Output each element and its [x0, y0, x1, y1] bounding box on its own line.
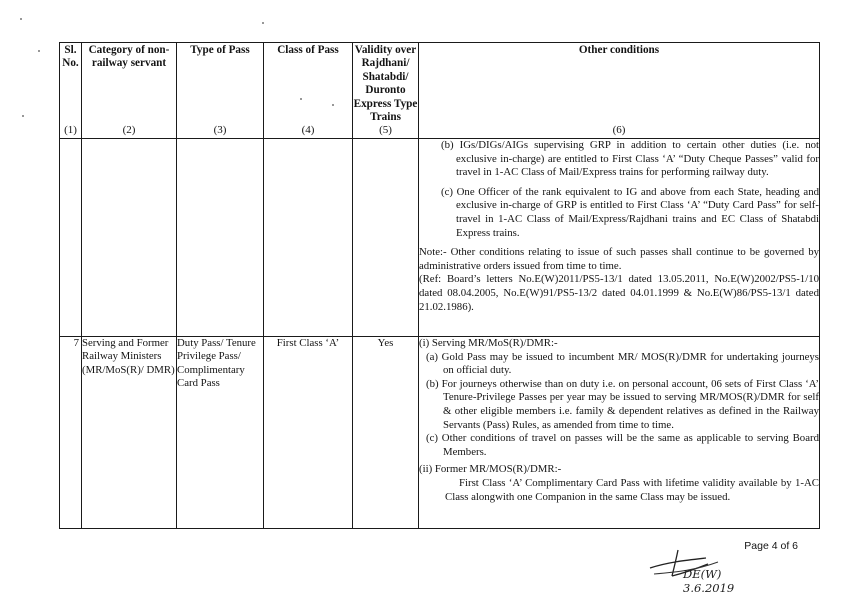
- col-number-3: (3): [213, 123, 227, 136]
- serving-item-a: (a) Gold Pass may be issued to incumbent MR/ MOS(R)/DMR for undertaking journeys on official duty.: [426, 350, 819, 377]
- col-number-4: (4): [301, 123, 315, 136]
- condition-item-c: (c) One Officer of the rank equivalent to IG and above from each State, heading and exclusive in-charge of GRP is entitled to First Class ‘A’ “Duty Card Pass” for self-travel in 1-AC Class of Mail/Express/Rajdhani trains and EC Class of Shatabdi Express trains.: [441, 185, 819, 239]
- col-number-2: (2): [122, 123, 136, 136]
- signature-text: DE(W): [683, 567, 722, 581]
- header-type-of-pass: Type of Pass (3): [177, 43, 264, 139]
- row7-other-conditions: [419, 337, 820, 529]
- scan-speck: [22, 115, 24, 117]
- header-validity: Validity over Rajdhani/ Shatabdi/ Duronto Express Type Trains (5): [353, 43, 419, 139]
- serving-item-b: (b) For journeys otherwise than on duty i.e. on personal account, 06 sets of First Class ‘A’ Tenure-Privilege Passes per year may be issued to serving MR/MOS(R)/DMR for self & other eligible members i.e. family & dependent relatives as defined in the Railway Servants (Pass) Rules, as amended from time to time.: [426, 377, 819, 431]
- col-number-6: (6): [612, 123, 626, 136]
- scan-speck: [300, 98, 302, 100]
- header-other-conditions: Other conditions (6): [419, 43, 820, 139]
- pass-conditions-table: [59, 42, 820, 529]
- row7-category: Serving and Former Railway Ministers (MR/MoS(R)/ DMR): [82, 337, 177, 529]
- header-sl-no: Sl. No. (1): [60, 43, 82, 139]
- reference-text: (Ref: Board’s letters No.E(W)2011/PS5-13/1 dated 13.05.2011, No.E(W)2002/PS5-1/10 dated 08.04.2005, No.E(W)91/PS5-13/2 dated 04.01.1999 & No.E(W)86/PS5-13/1 dated 21.02.1986).: [419, 273, 819, 313]
- scan-speck: [262, 22, 264, 24]
- scan-speck: [332, 104, 334, 106]
- serving-item-c: (c) Other conditions of travel on passes will be the same as applicable to serving Board Members.: [426, 432, 819, 458]
- row7-sl-no: 7: [60, 337, 82, 529]
- header-class-of-pass: Class of Pass (4): [264, 43, 353, 139]
- signature-mark: [683, 567, 734, 595]
- col-number-5: (5): [379, 123, 392, 136]
- serving-heading: (i) Serving MR/MoS(R)/DMR:-: [419, 337, 558, 349]
- note-text: Note:- Other conditions relating to issue of such passes shall continue to be governed by administrative orders issued from time to time.: [419, 246, 819, 272]
- table-row-7: [60, 337, 820, 529]
- col-number-1: (1): [64, 123, 77, 136]
- scan-speck: [38, 50, 40, 52]
- row7-validity: Yes: [353, 337, 419, 529]
- scan-speck: [20, 18, 22, 20]
- row7-class-of-pass: First Class ‘A’: [264, 337, 353, 529]
- signature-date: 3.6.2019: [683, 581, 735, 595]
- condition-item-b: (b) IGs/DIGs/AIGs supervising GRP in addition to certain other duties (i.e. not exclusive in-charge) are entitled to First Class ‘A’ “Duty Cheque Passes” valid for travel in 1-AC Class of Mail/Express trains for performing railway duty.: [441, 139, 819, 179]
- former-heading: (ii) Former MR/MOS(R)/DMR:-: [419, 463, 562, 476]
- header-row: [60, 43, 820, 139]
- former-text: First Class ‘A’ Complimentary Card Pass with lifetime validity available by 1-AC Class alongwith one Companion in the same Class may be issued.: [445, 476, 819, 503]
- header-category: Category of non-railway servant (2): [82, 43, 177, 139]
- table-row-continuation: [60, 139, 820, 337]
- row7-type-of-pass: Duty Pass/ Tenure Privilege Pass/ Complimentary Card Pass: [177, 337, 264, 529]
- other-conditions-cell: [419, 139, 820, 337]
- page-number: Page 4 of 6: [744, 540, 798, 552]
